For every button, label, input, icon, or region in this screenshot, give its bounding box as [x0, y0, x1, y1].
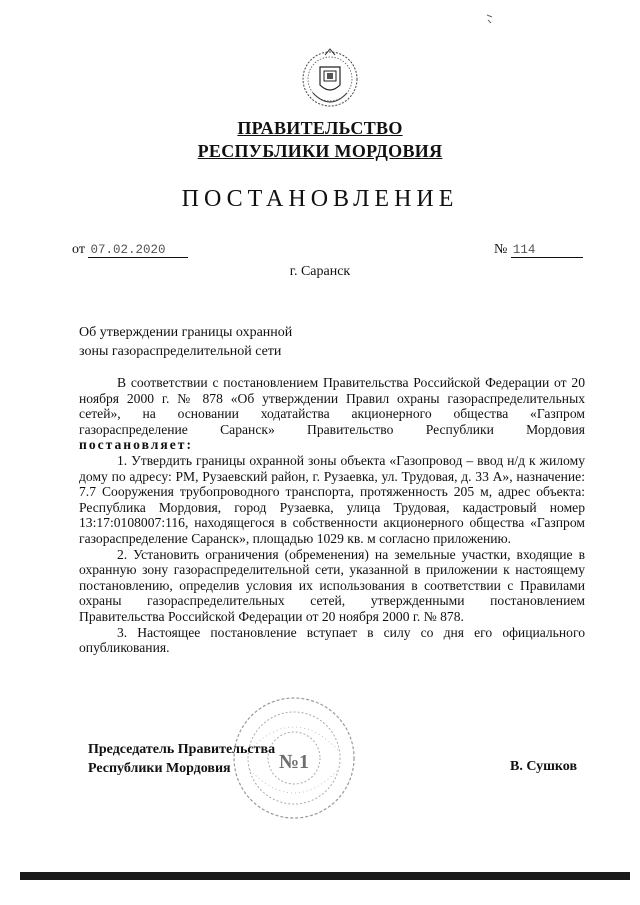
- city-label: г. Саранск: [289, 264, 351, 279]
- item-1-paragraph: 1. Утвердить границы охранной зоны объекта «Газопровод – ввод н/д к жилому дому по адресу: РМ, Рузаевский район, г. Рузаевка, ул. Трудовая, д. 33 А», назначение: 7.7 Сооружения трубопроводного транспорта, протяженность 205 м, адрес объекта: Республика Мордовия, город Рузаевка, улица Трудовая, кадастровый номер 13:17:0108007:116, находящегося в собственности акционерного общества «Газпром газораспределение Саранск», площадью 1029 кв. м согласно приложению.: [79, 452, 585, 546]
- government-title-line2: РЕСПУБЛИКИ МОРДОВИЯ: [197, 141, 443, 161]
- document-subject: [79, 323, 369, 361]
- date-field: [72, 242, 188, 258]
- document-type-heading: ПОСТАНОВЛЕНИЕ: [181, 186, 459, 212]
- number-prefix: №: [494, 242, 508, 257]
- number-value: 114: [511, 243, 583, 258]
- resolves-word: постановляет:: [79, 437, 193, 453]
- signatory-name: В. Сушков: [510, 759, 578, 774]
- coat-of-arms-icon: [299, 45, 361, 115]
- item-3-paragraph: 3. Настоящее постановление вступает в силу со дня его официального опубликования.: [79, 624, 585, 656]
- signatory-title: [88, 740, 275, 778]
- signatory-title-line1: Председатель Правительства: [88, 742, 276, 757]
- government-title-line1: ПРАВИТЕЛЬСТВО: [237, 118, 403, 138]
- scan-edge-bar: [20, 872, 630, 880]
- number-field: [494, 242, 583, 258]
- subject-line1: Об утверждении границы охранной: [79, 325, 293, 340]
- subject-line2: зоны газораспределительной сети: [79, 344, 282, 359]
- seal-number: №1: [278, 751, 310, 773]
- item-2-paragraph: 2. Установить ограничения (обременения) на земельные участки, входящие в охранную зону газораспределительной сети, указанной в приложении к настоящему постановлению, определив условия их использования в соответствии с Правилами охраны газораспределительных сетей, утвержденными постановлением Правительства Российской Федерации от 20 ноября 2000 г. № 878.: [79, 546, 585, 624]
- signatory-title-line2: Республики Мордовия: [88, 761, 231, 776]
- intro-paragraph: [79, 375, 585, 453]
- document-body: [79, 375, 585, 656]
- date-prefix: от: [72, 242, 85, 257]
- date-value: 07.02.2020: [88, 243, 188, 258]
- intro-text: В соответствии с постановлением Правительства Российской Федерации от 20 ноября 2000 г. № 878 «Об утверждении Правил охраны газораспределительных сетей», на основании ходатайства акционерного общества «Газпром газораспределение Саранск» Правительство Республики Мордовия: [79, 375, 585, 437]
- scan-mark-icon: [486, 14, 494, 24]
